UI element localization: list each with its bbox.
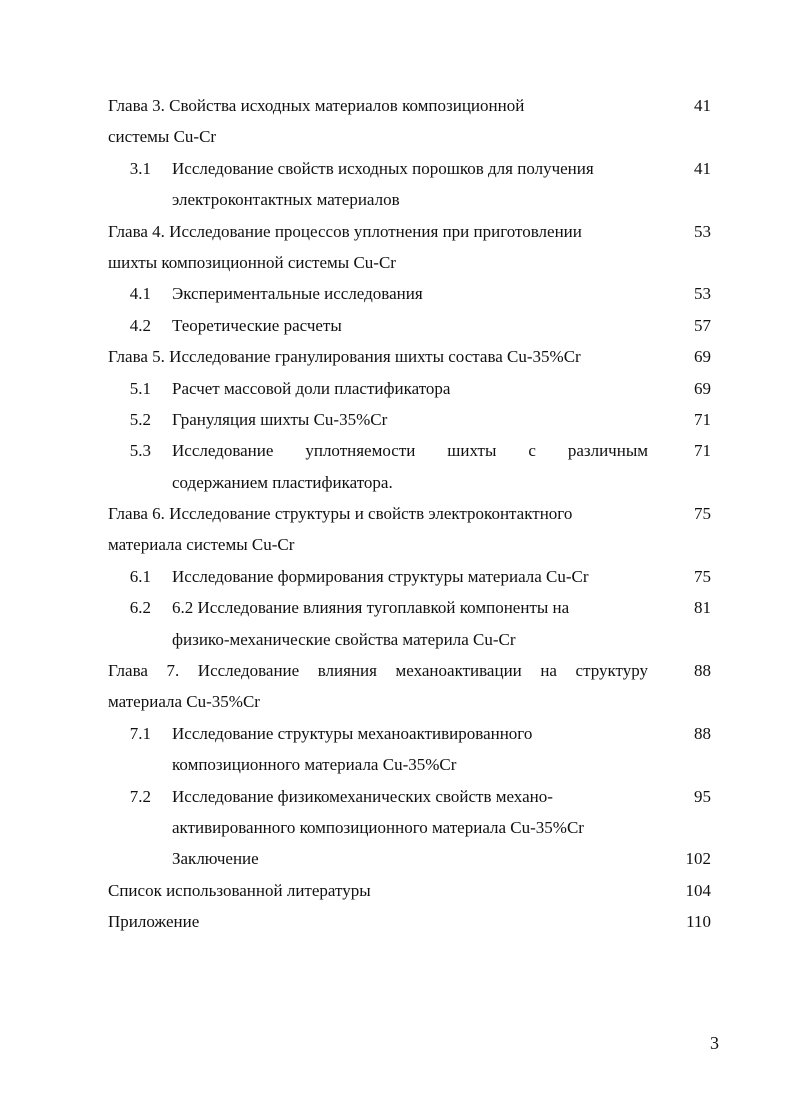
toc-entry-title: Приложение bbox=[108, 912, 200, 932]
section-number: 6.1 bbox=[129, 566, 151, 586]
toc-page-number: 53 bbox=[694, 284, 711, 304]
toc-page-number: 57 bbox=[694, 315, 711, 335]
toc-entry-title: Исследование структуры механоактивированного bbox=[172, 723, 533, 743]
toc-entry-title: Заключение bbox=[172, 849, 259, 869]
toc-entry-line bbox=[0, 655, 797, 686]
toc-entry-title: Глава 4. Исследование процессов уплотнения при приготовлении bbox=[108, 221, 582, 241]
toc-entry-line bbox=[0, 781, 797, 812]
toc-entry-title: Глава 7. Исследование влияния механоактивации на структуру bbox=[108, 661, 648, 681]
toc-entry-line bbox=[0, 278, 797, 309]
toc-page-number: 71 bbox=[694, 409, 711, 429]
section-number: 6.2 bbox=[129, 598, 151, 618]
toc-entry-title: Исследование уплотняемости шихты с различным bbox=[172, 441, 648, 461]
toc-entry-title: Исследование физикомеханических свойств механо- bbox=[172, 786, 553, 806]
toc-entry-title: Глава 3. Свойства исходных материалов композиционной bbox=[108, 96, 525, 115]
toc-entry-line bbox=[0, 310, 797, 341]
toc-entry-title: 6.2 Исследование влияния тугоплавкой компоненты на bbox=[172, 598, 570, 618]
toc-entry-title: Исследование формирования структуры материала Cu-Cr bbox=[172, 566, 589, 586]
toc-entry-title: системы Cu-Cr bbox=[108, 127, 217, 147]
toc-entry-line bbox=[0, 592, 797, 623]
toc-page-number: 75 bbox=[694, 504, 711, 524]
toc-entry-title: активированного композиционного материала Cu-35%Cr bbox=[172, 817, 584, 837]
toc-page-number: 110 bbox=[686, 912, 711, 932]
section-number: 4.1 bbox=[129, 284, 151, 304]
toc-entry-line bbox=[0, 121, 797, 152]
toc-entry-title: содержанием пластификатора. bbox=[172, 472, 393, 492]
toc-entry-title: Теоретические расчеты bbox=[172, 315, 342, 335]
toc-entry-line bbox=[0, 216, 797, 247]
toc-page-number: 41 bbox=[694, 96, 711, 115]
toc-entry-line bbox=[0, 341, 797, 372]
toc-page-number: 81 bbox=[694, 598, 711, 618]
toc-entry-line bbox=[0, 373, 797, 404]
toc-entry-line bbox=[0, 749, 797, 780]
toc-entry-line bbox=[0, 404, 797, 435]
toc-entry-title: Исследование свойств исходных порошков для получения bbox=[172, 158, 594, 178]
page-number: 3 bbox=[710, 1033, 719, 1053]
toc-entry-line bbox=[0, 435, 797, 466]
toc-entry-title: электроконтактных материалов bbox=[172, 190, 400, 210]
toc-entry-title: Расчет массовой доли пластификатора bbox=[172, 378, 451, 398]
toc-entry-title: Экспериментальные исследования bbox=[172, 284, 423, 304]
toc-entry-line bbox=[0, 247, 797, 278]
toc-entry-line bbox=[0, 561, 797, 592]
section-number: 3.1 bbox=[129, 158, 151, 178]
toc-entry-title: Грануляция шихты Cu-35%Cr bbox=[172, 409, 388, 429]
toc-page-number: 71 bbox=[694, 441, 711, 461]
toc-entry-title: Список использованной литературы bbox=[108, 880, 371, 900]
toc-entry-line bbox=[0, 624, 797, 655]
toc-page-number: 88 bbox=[694, 661, 711, 681]
toc-page-number: 53 bbox=[694, 221, 711, 241]
toc-page-number: 88 bbox=[694, 723, 711, 743]
section-number: 5.2 bbox=[129, 409, 151, 429]
toc-page-number: 104 bbox=[685, 880, 711, 900]
toc-entry-title: композиционного материала Cu-35%Cr bbox=[172, 755, 457, 775]
toc-page-number: 75 bbox=[694, 566, 711, 586]
toc-entry-title: Глава 6. Исследование структуры и свойств электроконтактного bbox=[108, 504, 573, 524]
toc-page-number: 69 bbox=[694, 347, 711, 367]
toc-entry-line bbox=[0, 90, 797, 121]
toc-entry-line bbox=[0, 906, 797, 937]
section-number: 5.3 bbox=[129, 441, 151, 461]
toc-entry-title: материала Cu-35%Cr bbox=[108, 692, 260, 712]
toc-entry-line bbox=[0, 498, 797, 529]
toc-entry-line bbox=[0, 875, 797, 906]
section-number: 7.1 bbox=[129, 723, 151, 743]
toc-entry-title: Глава 5. Исследование гранулирования шихты состава Cu-35%Cr bbox=[108, 347, 581, 367]
section-number: 7.2 bbox=[129, 786, 151, 806]
toc-entry-line bbox=[0, 812, 797, 843]
toc-entry-line bbox=[0, 718, 797, 749]
toc-entry-line bbox=[0, 686, 797, 717]
toc-entry-line bbox=[0, 184, 797, 215]
toc-entry-title: физико-механические свойства материла Cu-Cr bbox=[172, 629, 516, 649]
toc-page-number: 41 bbox=[694, 158, 711, 178]
toc-page-number: 95 bbox=[694, 786, 711, 806]
section-number: 5.1 bbox=[129, 378, 151, 398]
toc-entry-line bbox=[0, 843, 797, 874]
toc-entry-line bbox=[0, 153, 797, 184]
toc-page-number: 69 bbox=[694, 378, 711, 398]
table-of-contents bbox=[0, 90, 797, 938]
toc-page-number: 102 bbox=[685, 849, 711, 869]
toc-entry-title: материала системы Cu-Cr bbox=[108, 535, 295, 555]
toc-entry-title: шихты композиционной системы Cu-Cr bbox=[108, 252, 396, 272]
toc-entry-line bbox=[0, 467, 797, 498]
toc-entry-line bbox=[0, 529, 797, 560]
section-number: 4.2 bbox=[129, 315, 151, 335]
